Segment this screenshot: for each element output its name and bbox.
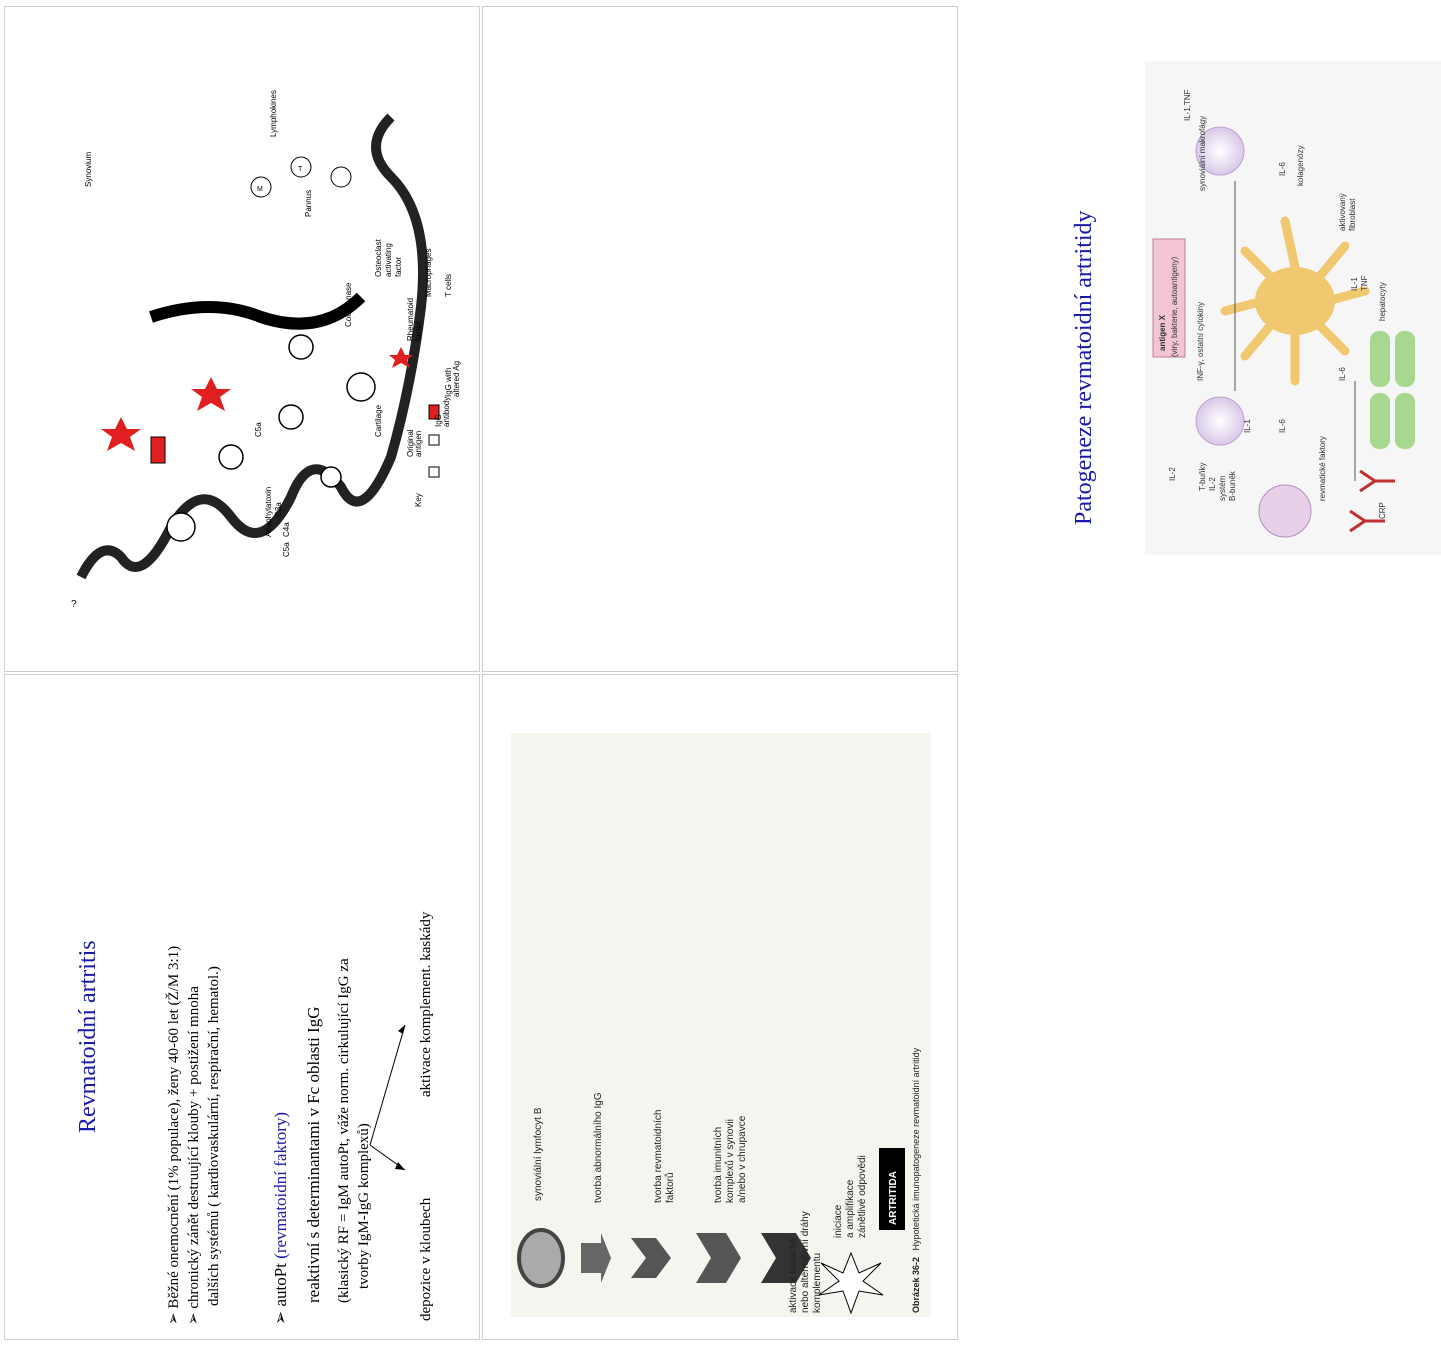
arrow-line [370,1025,405,1145]
label-c5a: C5a [282,542,291,557]
label-tnf-mid: TNF [1360,275,1369,291]
label-il2: IL-2 [1208,477,1217,491]
label-key-original-1: Original [406,429,415,457]
hepatocyte [1395,393,1415,449]
pannus-cells [251,157,351,197]
key-original-antigen [429,467,439,477]
immunopathogenesis-flowchart [511,733,931,1317]
label-step1: synoviální lymfocyt B [533,1107,544,1201]
label-c5a-b: C5a [254,422,263,437]
label-osteoclast-2: activating [384,243,393,277]
bullet-arrow-icon: ➢ [186,1308,202,1325]
label-il6-a: IL-6 [1278,419,1287,433]
label-hepatocytes: hepatocyty [1378,282,1387,321]
slide-revmatoidni-artritis [4,674,480,1340]
branch-arrows [365,1005,425,1185]
label-osteoclast-3: factor [394,256,403,277]
label-cartilage: Cartilage [374,404,383,437]
label-step3a: tvorba revmatoidních [653,1109,664,1203]
label-antigen-x: antigen X [1158,314,1167,351]
cell [219,445,243,469]
cell [347,373,375,401]
label-step4b: komplexů v synovii [725,1119,736,1203]
text-deposit-joints: depozice v kloubech [418,1197,434,1321]
label-question: ? [71,599,77,610]
label-branch-a1: aktivace klasické [788,1237,799,1313]
synovium-membrane [81,117,423,577]
label-step4a: tvorba imunitních [713,1126,724,1203]
hepatocyte [1395,331,1415,387]
label-pannus: Pannus [304,189,313,217]
label-antigen-sub: (viry, bakterie, autoantigeny) [1170,256,1179,357]
label-il6-c: IL-6 [1338,367,1347,381]
slide-synovium-figure [4,6,480,672]
cell [167,513,195,541]
label-key-original-2: antigen [414,430,423,457]
arrowhead [395,1162,405,1170]
label-synovium: Synovium [84,151,93,187]
slide-flow-figure [482,674,958,1340]
bullet-autopt: ➢ autoPt (revmatoidní faktory) [271,1111,290,1325]
label-branch-b1: iniciace [833,1204,844,1238]
label-key: Key [414,493,423,507]
label-t: T [298,166,303,173]
figure-background [511,733,931,1317]
label-anaphylatoxin: Anaphylatoxin [264,486,273,537]
label-branch-b3: zánětlivé odpovědi [857,1155,868,1238]
label-step2: tvorba abnormálního IgG [593,1092,604,1203]
macrophage [331,167,351,187]
hepatocyte [1370,331,1390,387]
text-classic-rf: (klasický RF = IgM autoPt, váže norm. cirkulující IgG za [336,958,352,1303]
rheumatoid-factor-star [191,377,231,411]
bullet-arrow-icon: ➢ [271,1306,290,1325]
igg-altered-ag [151,437,165,463]
label-rf: revmatické faktory [1318,436,1327,501]
label-system-b-2: B-buněk [1228,471,1237,501]
label-inf: INF-γ, ostatní cytokiny [1196,301,1205,381]
label-c4a: C4a [282,522,291,537]
label-key-rf-1: Rheumatoid [406,297,415,341]
label-lymphokines: Lymphokines [269,90,278,137]
label-activated-1: aktivovaný [1338,193,1347,231]
slide-title: Patogeneze revmatoidní artritidy [1071,210,1097,525]
b-cell [1259,485,1311,537]
label-crp: CRP [1378,502,1387,519]
bullet-chronic-cont: dalších systémů ( kardiovaskulární, respirační, hematol.) [206,966,222,1306]
caption-text: Hypotetická imunopatogeneze revmatoidní artritidy [911,1047,921,1251]
slide-patogeneze [482,6,1387,672]
t-cell [1196,397,1244,445]
label-m: M [257,186,263,193]
text-reactive: reaktivní s determinantami v Fc oblasti IgG [304,1006,323,1303]
bullet-chronic: ➢ chronický zánět destruující klouby + postižení mnoha [186,986,202,1325]
label-il6-b: IL-6 [1278,162,1287,176]
text-classic-rf-cont: tvorby IgM-IgG komplexů) [356,1123,372,1289]
label-t-cells: T-buňky [1198,462,1207,491]
lymphocyte-b-icon [519,1230,563,1286]
key-igg [429,435,439,445]
arrowhead [398,1025,405,1034]
label-step4c: a/nebo v chrupavce [737,1115,748,1203]
label-kolagenozy: kolagenózy [1296,145,1305,186]
bullet-common: ➢ Běžné onemocnění (1% populace), ženy 40-60 let (Ž/M 3:1) [166,945,182,1325]
label-il2-loop: IL-2 [1168,467,1177,481]
label-key-igg-alt-1: IgG with [444,367,453,397]
label-system-b-1: systém [1218,475,1227,501]
rheumatoid-factor-star [101,417,141,451]
label-il1: IL-1 [1243,419,1252,433]
synovium-diagram [61,57,461,617]
label-key-rf-2: factor [414,320,423,341]
label-key-macrophages: Macrophages [424,248,433,297]
text-complement: aktivace komplement. kaskády [418,911,434,1097]
label-branch-b2: a amplifikace [845,1179,856,1238]
label-key-igg-alt-2: altered Ag [452,360,461,397]
label-step3b: faktorů [665,1172,676,1203]
cell [321,467,341,487]
cartilage-surface [151,297,361,324]
label-il1-mid: IL-1 [1350,277,1359,291]
label-key-igg-1: IgG [434,414,443,427]
label-key-t-cells: T cells [444,274,453,297]
slide-title: Revmatoidní artritis [75,940,101,1133]
label-branch-a3: komplementu [812,1252,823,1313]
label-branch-a2: nebo alternativní dráhy [800,1211,811,1313]
label-synovial-macrophages: synoviální makrofágy [1198,115,1207,191]
figure-caption [911,1047,921,1313]
label-activated-2: fibroblast [1348,198,1357,231]
label-result: ARTRITIDA [888,1171,899,1225]
label-c3a: C3a [274,502,283,517]
cell [279,405,303,429]
label-collagenase: Collagenase [344,282,353,327]
label-key-igg-2: antibody [442,396,451,427]
cell [289,335,313,359]
bullet-arrow-icon: ➢ [166,1308,182,1325]
caption-number: Obrázek 36-2 [911,1256,921,1313]
label-osteoclast-1: Osteoclast [374,239,383,277]
hepatocyte [1370,393,1390,449]
pathogenesis-diagram [1145,61,1441,555]
label-il1-tnf-top: IL-1,TNF [1183,89,1192,121]
